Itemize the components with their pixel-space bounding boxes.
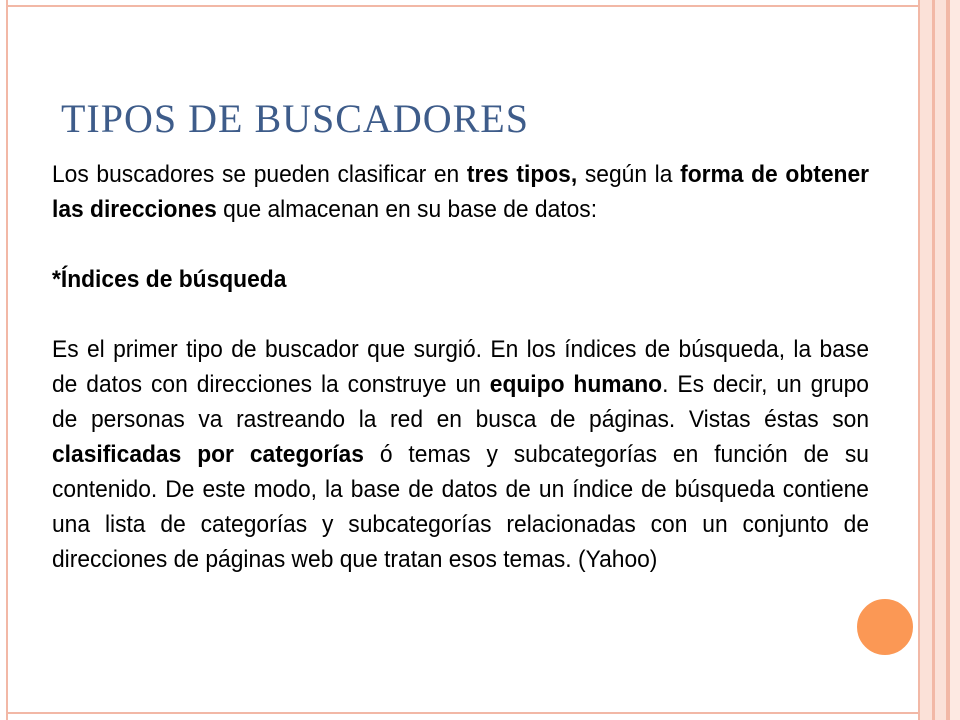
section-heading: *Índices de búsqueda — [52, 266, 287, 293]
body-text: Es el primer tipo de buscador que surgió. En los índices de búsqueda, la base de datos con direcciones la construye un — [52, 336, 869, 398]
body-bold-text: clasificadas por categorías — [52, 441, 364, 468]
intro-paragraph — [52, 157, 869, 227]
frame-top-border — [6, 5, 920, 7]
spacer — [52, 297, 869, 332]
frame-left-border — [6, 0, 8, 720]
slide-title: TIPOS DE BUSCADORES — [61, 96, 529, 141]
decorative-stripe — [935, 0, 946, 720]
frame-bottom-border — [6, 712, 920, 714]
spacer — [52, 227, 869, 262]
intro-bold-text: tres tipos, — [466, 161, 578, 188]
body-text: ó temas y subcategorías en función de su contenido. De este modo, la base de datos de un índice de búsqueda contiene una lista de categorías y subcategorías relacionadas con un conjunto de direcciones de páginas web que tratan esos temas. (Yahoo) — [52, 441, 869, 573]
intro-text: Los buscadores se pueden clasificar en — [52, 161, 467, 188]
intro-text: según la — [577, 161, 681, 188]
intro-bold-text: forma de obtener las direcciones — [52, 161, 870, 223]
slide-body — [52, 157, 869, 577]
body-paragraph — [52, 332, 869, 577]
decorative-stripe — [950, 0, 960, 720]
decorative-stripe — [920, 0, 932, 720]
body-text: . Es decir, un grupo de personas va rastreando la red en busca de páginas. Vistas éstas son — [52, 371, 869, 433]
intro-text: que almacenan en su base de datos: — [216, 196, 598, 223]
accent-circle — [855, 597, 915, 657]
body-bold-text: equipo humano — [489, 371, 663, 398]
